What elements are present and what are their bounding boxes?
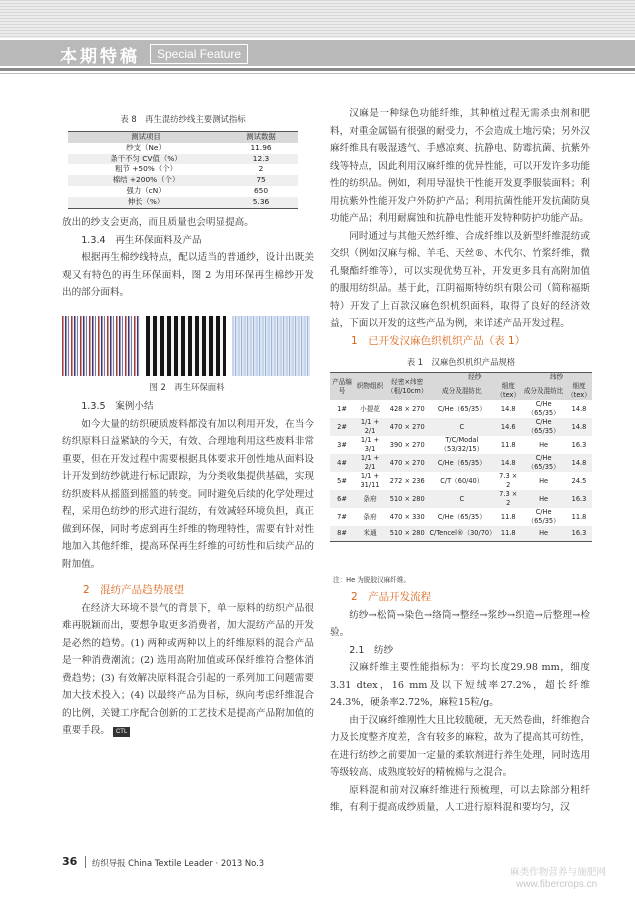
fabric-swatch-light-blue	[232, 316, 310, 376]
table-cell: 条府	[363, 512, 377, 521]
table-row	[330, 436, 592, 454]
table-cell: 14.6	[500, 422, 516, 431]
table-cell: 粗节 +50%（个）	[115, 164, 177, 174]
table-cell: 272 × 236	[389, 476, 425, 485]
table-row	[330, 454, 592, 472]
section-title-en: Special Feature	[150, 44, 248, 64]
paragraph: 如今大量的纺织硬质废料都没有加以利用开发，在当今纺织原料日益紧缺的今天，有效、合理地利用这些废料非常重要，但在开发过程中需要根据具体要求开创性地从面料设计开发到纺纱就进行标记跟踪，为分类收集提供基础，实现纺织废料从摇篮到摇篮的转变。同时避免后续的化学处理过程，采用色纺纱的形式进行混纺，有效减轻环境负担，真正做到环保，同时考虑到再生纤维的物理特性，需要有针对性地加入其他纤维，提高环保再生纤维的可纺性和后续产品的附加值。	[62, 418, 314, 570]
table-cell: 1#	[337, 404, 347, 413]
table-cell: He	[539, 476, 549, 485]
paragraph: 同时通过与其他天然纤维、合成纤维以及新型纤维混纺或交织（例如汉麻与棉、羊毛、天丝®、木代尔、竹浆纤维，微孔聚酯纤维等），可以实现优势互补，开发更多具有高附加值的服用纺织品。基于此，江阴福斯特纺织有限公司（简称福斯特）开发了上百款汉麻色织机织面料，取得了良好的经济效益，下面以开发的这些产品为例，来详述产品开发过程。	[330, 230, 590, 329]
paragraph: 汉麻纤维主要性能指标为：平均长度29.98 mm，细度3.31 dtex，16 mm及以下短绒率27.2%，超长纤维24.3%，硬条率2.72%，麻粒15粒/g。	[330, 662, 590, 708]
table-cell: 条干不匀 CV值（%）	[110, 153, 182, 163]
table-cell: 2	[258, 164, 264, 174]
table-cell: C/He（65/35）	[527, 454, 560, 471]
section-heading: 2 混纺产品趋势展望	[83, 584, 185, 596]
page-number: 36	[62, 855, 78, 868]
footer-divider	[85, 856, 86, 868]
table-cell: 1/1 + 31/11	[360, 472, 380, 489]
table-cell: C/T（60/40）	[440, 476, 484, 485]
table1-header: 经密×纬密（根/10cm）	[387, 377, 428, 395]
paragraph-text: 在经济大环境不景气的背景下，单一原料的纺织产品很难再脱颖而出，要想争取更多消费者，加大混纺产品的开发是必然的趋势。(1) 两种或两种以上的纤维原料的混合产品是一种消费潮流；(2) 选用高附加值或环保纤维符合整体消费趋势；(3) 有效解决原料混合引起的一系列加工问题需要加大技术投入；(4) 以最终产品为目标，纵向考虑纤维混合的比例，关键工序配合创新的工艺技术是提高产品附加值的重要手段。	[62, 602, 314, 736]
left-column-body	[62, 398, 314, 740]
table-cell: 14.8	[571, 458, 587, 467]
table-cell: 4#	[337, 458, 347, 467]
table-row	[330, 490, 592, 508]
table-row	[330, 508, 592, 526]
table-cell: 7#	[337, 512, 347, 521]
table-cell: 510 × 280	[389, 529, 425, 537]
table-row	[68, 197, 298, 208]
table-cell: 16.3	[571, 440, 587, 449]
table-cell: 14.8	[500, 458, 516, 467]
table8-header: 测试数据	[246, 132, 276, 141]
table-cell: C	[459, 494, 465, 503]
paragraph: 根据再生棉纱线特点，配以适当的普通纱，设计出既美观又有特色的再生环保面料，图 2 为用环保再生棉纱开发出的部分面料。	[62, 252, 314, 298]
table-row	[68, 143, 298, 154]
table8	[68, 131, 298, 209]
table-row	[330, 400, 592, 418]
table-cell: C/He（65/35）	[527, 400, 560, 417]
paragraph: 由于汉麻纤维刚性大且比较脆硬，无天然卷曲，纤维抱合力及长度整齐度差，含有较多的麻粒，故为了提高其可纺性，在进行纺纱之前要加一定量的柔软剂进行养生处理，同时选用等级较高、成熟度较好的精梳棉与之混合。	[330, 714, 590, 778]
watermark-text: 麻类作物营养与施肥网	[510, 867, 606, 878]
table-row	[330, 418, 592, 436]
table-row	[68, 175, 298, 186]
table-cell: He	[539, 440, 549, 449]
right-column-body	[330, 589, 590, 817]
table-cell: 390 × 270	[389, 440, 425, 449]
table1-subheader: 成分及混纺比	[523, 386, 564, 395]
table-cell: C/He（65/35）	[527, 508, 560, 525]
table1-header: 经纱	[468, 373, 482, 381]
table8-caption: 表 8 再生混纺纱线主要测试指标	[120, 114, 246, 124]
table-cell: 11.8	[500, 440, 516, 449]
table-cell: 11.8	[500, 529, 516, 537]
fabric-swatch-striped-red-blue	[62, 316, 140, 376]
table-cell: 7.3 × 2	[499, 490, 518, 507]
table-cell: 650	[253, 185, 269, 195]
table-cell: 14.8	[571, 404, 587, 413]
subsection-heading: 1.3.4 再生环保面料及产品	[81, 234, 202, 246]
paragraph	[62, 600, 314, 740]
table-cell: 470 × 270	[389, 458, 425, 467]
table-cell: 7.3 × 2	[499, 472, 518, 489]
watermark-url: www.fibercrops.cn	[516, 879, 598, 890]
table1-header: 纬纱	[550, 373, 564, 381]
table-cell: 1/1 + 2/1	[360, 454, 380, 471]
table-row	[330, 526, 592, 542]
table-cell: 棉结 +200%（个）	[112, 175, 180, 185]
table-cell: 75	[256, 175, 266, 185]
table1-header: 织物组织	[356, 382, 384, 390]
table-cell: 11.8	[500, 512, 516, 521]
table1-subheader: 成分及混纺比	[442, 386, 482, 395]
paragraph: 原料混和前对汉麻纤维进行预梳理，可以去除部分粗纤维，有利于提高成纱质量，人工进行原料混和要均匀，汉	[330, 784, 590, 813]
table-cell: 2#	[337, 422, 347, 431]
table-cell: 1/1 + 3/1	[360, 436, 380, 453]
table-cell: 14.8	[500, 404, 516, 413]
table-cell: C	[459, 422, 465, 431]
ctl-end-mark: CTL	[113, 727, 130, 737]
fabric-swatch-black-white-stripe	[146, 316, 226, 376]
table1-subheader: 细度（tex）	[567, 382, 591, 399]
table-cell: 24.5	[571, 476, 587, 485]
table-row	[68, 154, 298, 165]
table-cell: C/He（65/35）	[437, 458, 486, 467]
table-cell: He	[539, 529, 549, 537]
table8-header: 测试项目	[131, 132, 161, 141]
header-rule	[0, 68, 635, 71]
table1-note: 注：He 为脱胶汉麻纤维。	[333, 576, 411, 584]
table-cell: 6#	[337, 494, 347, 503]
table-cell: 1/1 + 2/1	[360, 418, 380, 435]
table-cell: 5.36	[252, 196, 270, 206]
table-cell: 纱支（Ne）	[126, 142, 166, 152]
table1-subheader: 细度（tex）	[496, 382, 521, 399]
section-heading: 1 已开发汉麻色织机织产品（表 1）	[351, 334, 526, 347]
subsection-heading: 1.3.5 案例小结	[81, 401, 154, 412]
table-cell: 条府	[363, 494, 377, 503]
table-cell: C/He（65/35）	[437, 512, 486, 521]
table-cell: C/Tencel®（30/70）	[429, 529, 496, 537]
table-cell: 11.8	[571, 512, 587, 521]
table-row	[68, 186, 298, 197]
paragraph: 放出的纱支会更高，而且质量也会明显提高。	[62, 217, 254, 228]
right-column-top	[330, 105, 590, 350]
table-cell: C/He（65/35）	[527, 418, 560, 435]
section-title-zh: 本期特稿	[60, 47, 140, 67]
figure2-caption: 图 2 再生环保面料	[149, 382, 225, 392]
table-cell: 3#	[337, 440, 347, 449]
table1	[330, 372, 592, 542]
table-cell: 510 × 280	[389, 494, 425, 503]
table-cell: He	[539, 494, 549, 503]
subsection-heading: 2.1 纺纱	[349, 644, 394, 656]
table-cell: 米通	[363, 529, 377, 537]
table-row	[330, 472, 592, 490]
paragraph: 汉麻是一种绿色功能纤维，其种植过程无需杀虫剂和肥料，对重金属镉有很强的耐受力，不会造成土地污染；另外汉麻纤维具有吸湿透气、手感凉爽、抗静电、防霉抗菌、抗紫外线等特点，因此利用汉麻纤维的优异性能，可以开发许多功能性的纺织品。例如，利用导湿快干性能开发夏季服装面料；利用抗紫外性能开发户外防护产品；利用抗菌性能开发抗菌防臭功能产品；利用耐腐蚀和抗静电性能开发特种防护功能产品。	[330, 108, 590, 224]
header-stripe	[0, 0, 635, 38]
table-cell: 小提花	[360, 404, 380, 413]
paragraph: 纺纱→松筒→染色→络筒→整经→浆纱→织造→后整理→检验。	[330, 609, 590, 638]
table-cell: 12.3	[252, 153, 270, 163]
table-cell: 16.3	[571, 494, 587, 503]
left-column-top	[62, 214, 314, 302]
table-cell: C/He（65/35）	[437, 404, 486, 413]
table-cell: 8#	[337, 529, 347, 537]
section-heading: 2 产品开发流程	[351, 591, 432, 603]
table-cell: 470 × 330	[389, 512, 425, 521]
table-row	[68, 164, 298, 175]
table-cell: 428 × 270	[389, 404, 425, 413]
header-rule-thin	[0, 73, 635, 74]
table-cell: 伸长（%）	[127, 196, 165, 206]
table-cell: 11.96	[250, 142, 272, 152]
table-cell: 470 × 270	[389, 422, 425, 431]
table-cell: 强力（cN）	[126, 185, 166, 195]
table-cell: 14.8	[571, 422, 587, 431]
table-cell: 16.3	[571, 529, 587, 537]
table1-caption: 表 1 汉麻色织机织产品规格	[406, 357, 516, 367]
journal-name: 纺织导报 China Textile Leader · 2013 No.3	[92, 858, 265, 868]
table1-header: 产品编号	[332, 377, 352, 395]
table-cell: 5#	[337, 476, 347, 485]
table-cell: T/C/Modal（53/32/15）	[440, 436, 484, 453]
